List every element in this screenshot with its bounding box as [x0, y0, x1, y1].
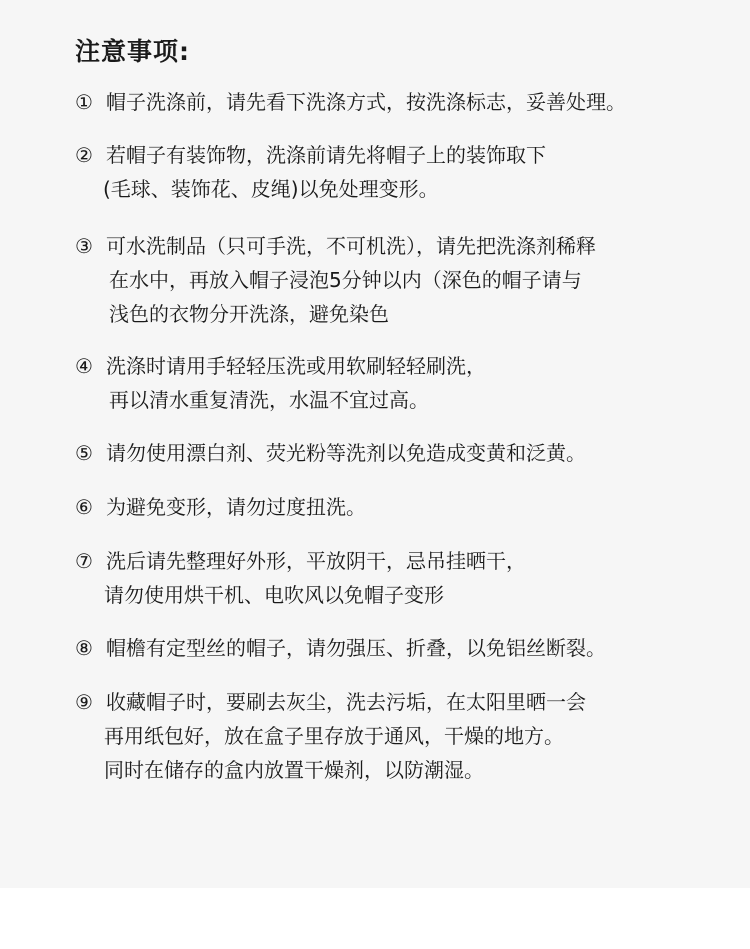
item-text: 浅色的衣物分开洗涤，避免染色	[109, 302, 389, 326]
item-text: 在水中，再放入帽子浸泡5分钟以内（深色的帽子请与	[109, 268, 582, 292]
item-text: 帽檐有定型丝的帽子，请勿强压、折叠，以免铝丝断裂。	[106, 636, 606, 660]
item-number: ⑨	[75, 690, 93, 714]
item-text: 收藏帽子时，要刷去灰尘，洗去污垢，在太阳里晒一会	[106, 690, 586, 714]
item-text: 请勿使用烘干机、电吹风以免帽子变形	[104, 583, 444, 607]
item-text: 洗涤时请用手轻轻压洗或用软刷轻轻刷洗，	[106, 354, 486, 378]
item-text: 再以清水重复清洗，水温不宜过高。	[109, 388, 429, 412]
item-text: (毛球、装饰花、皮绳)以免处理变形。	[103, 177, 439, 201]
item-number: ⑧	[75, 636, 93, 660]
page-title: 注意事项:	[75, 37, 190, 66]
item-number: ⑥	[75, 495, 93, 519]
item-text: 请勿使用漂白剂、荧光粉等洗剂以免造成变黄和泛黄。	[106, 441, 586, 465]
item-text: 帽子洗涤前，请先看下洗涤方式，按洗涤标志，妥善处理。	[106, 90, 626, 114]
item-text: 同时在储存的盒内放置干燥剂，以防潮湿。	[104, 758, 484, 782]
item-text: 可水洗制品（只可手洗，不可机洗），请先把洗涤剂稀释	[106, 234, 596, 258]
item-number: ⑤	[75, 441, 93, 465]
item-number: ⑦	[75, 549, 93, 573]
item-number: ①	[75, 90, 93, 114]
item-text: 若帽子有装饰物，洗涤前请先将帽子上的装饰取下	[106, 143, 546, 167]
item-number: ②	[75, 143, 93, 167]
item-text: 再用纸包好，放在盒子里存放于通风，干燥的地方。	[104, 724, 564, 748]
item-number: ③	[75, 234, 93, 258]
item-number: ④	[75, 354, 93, 378]
item-text: 洗后请先整理好外形，平放阴干，忌吊挂晒干，	[106, 549, 526, 573]
item-text: 为避免变形，请勿过度扭洗。	[106, 495, 366, 519]
